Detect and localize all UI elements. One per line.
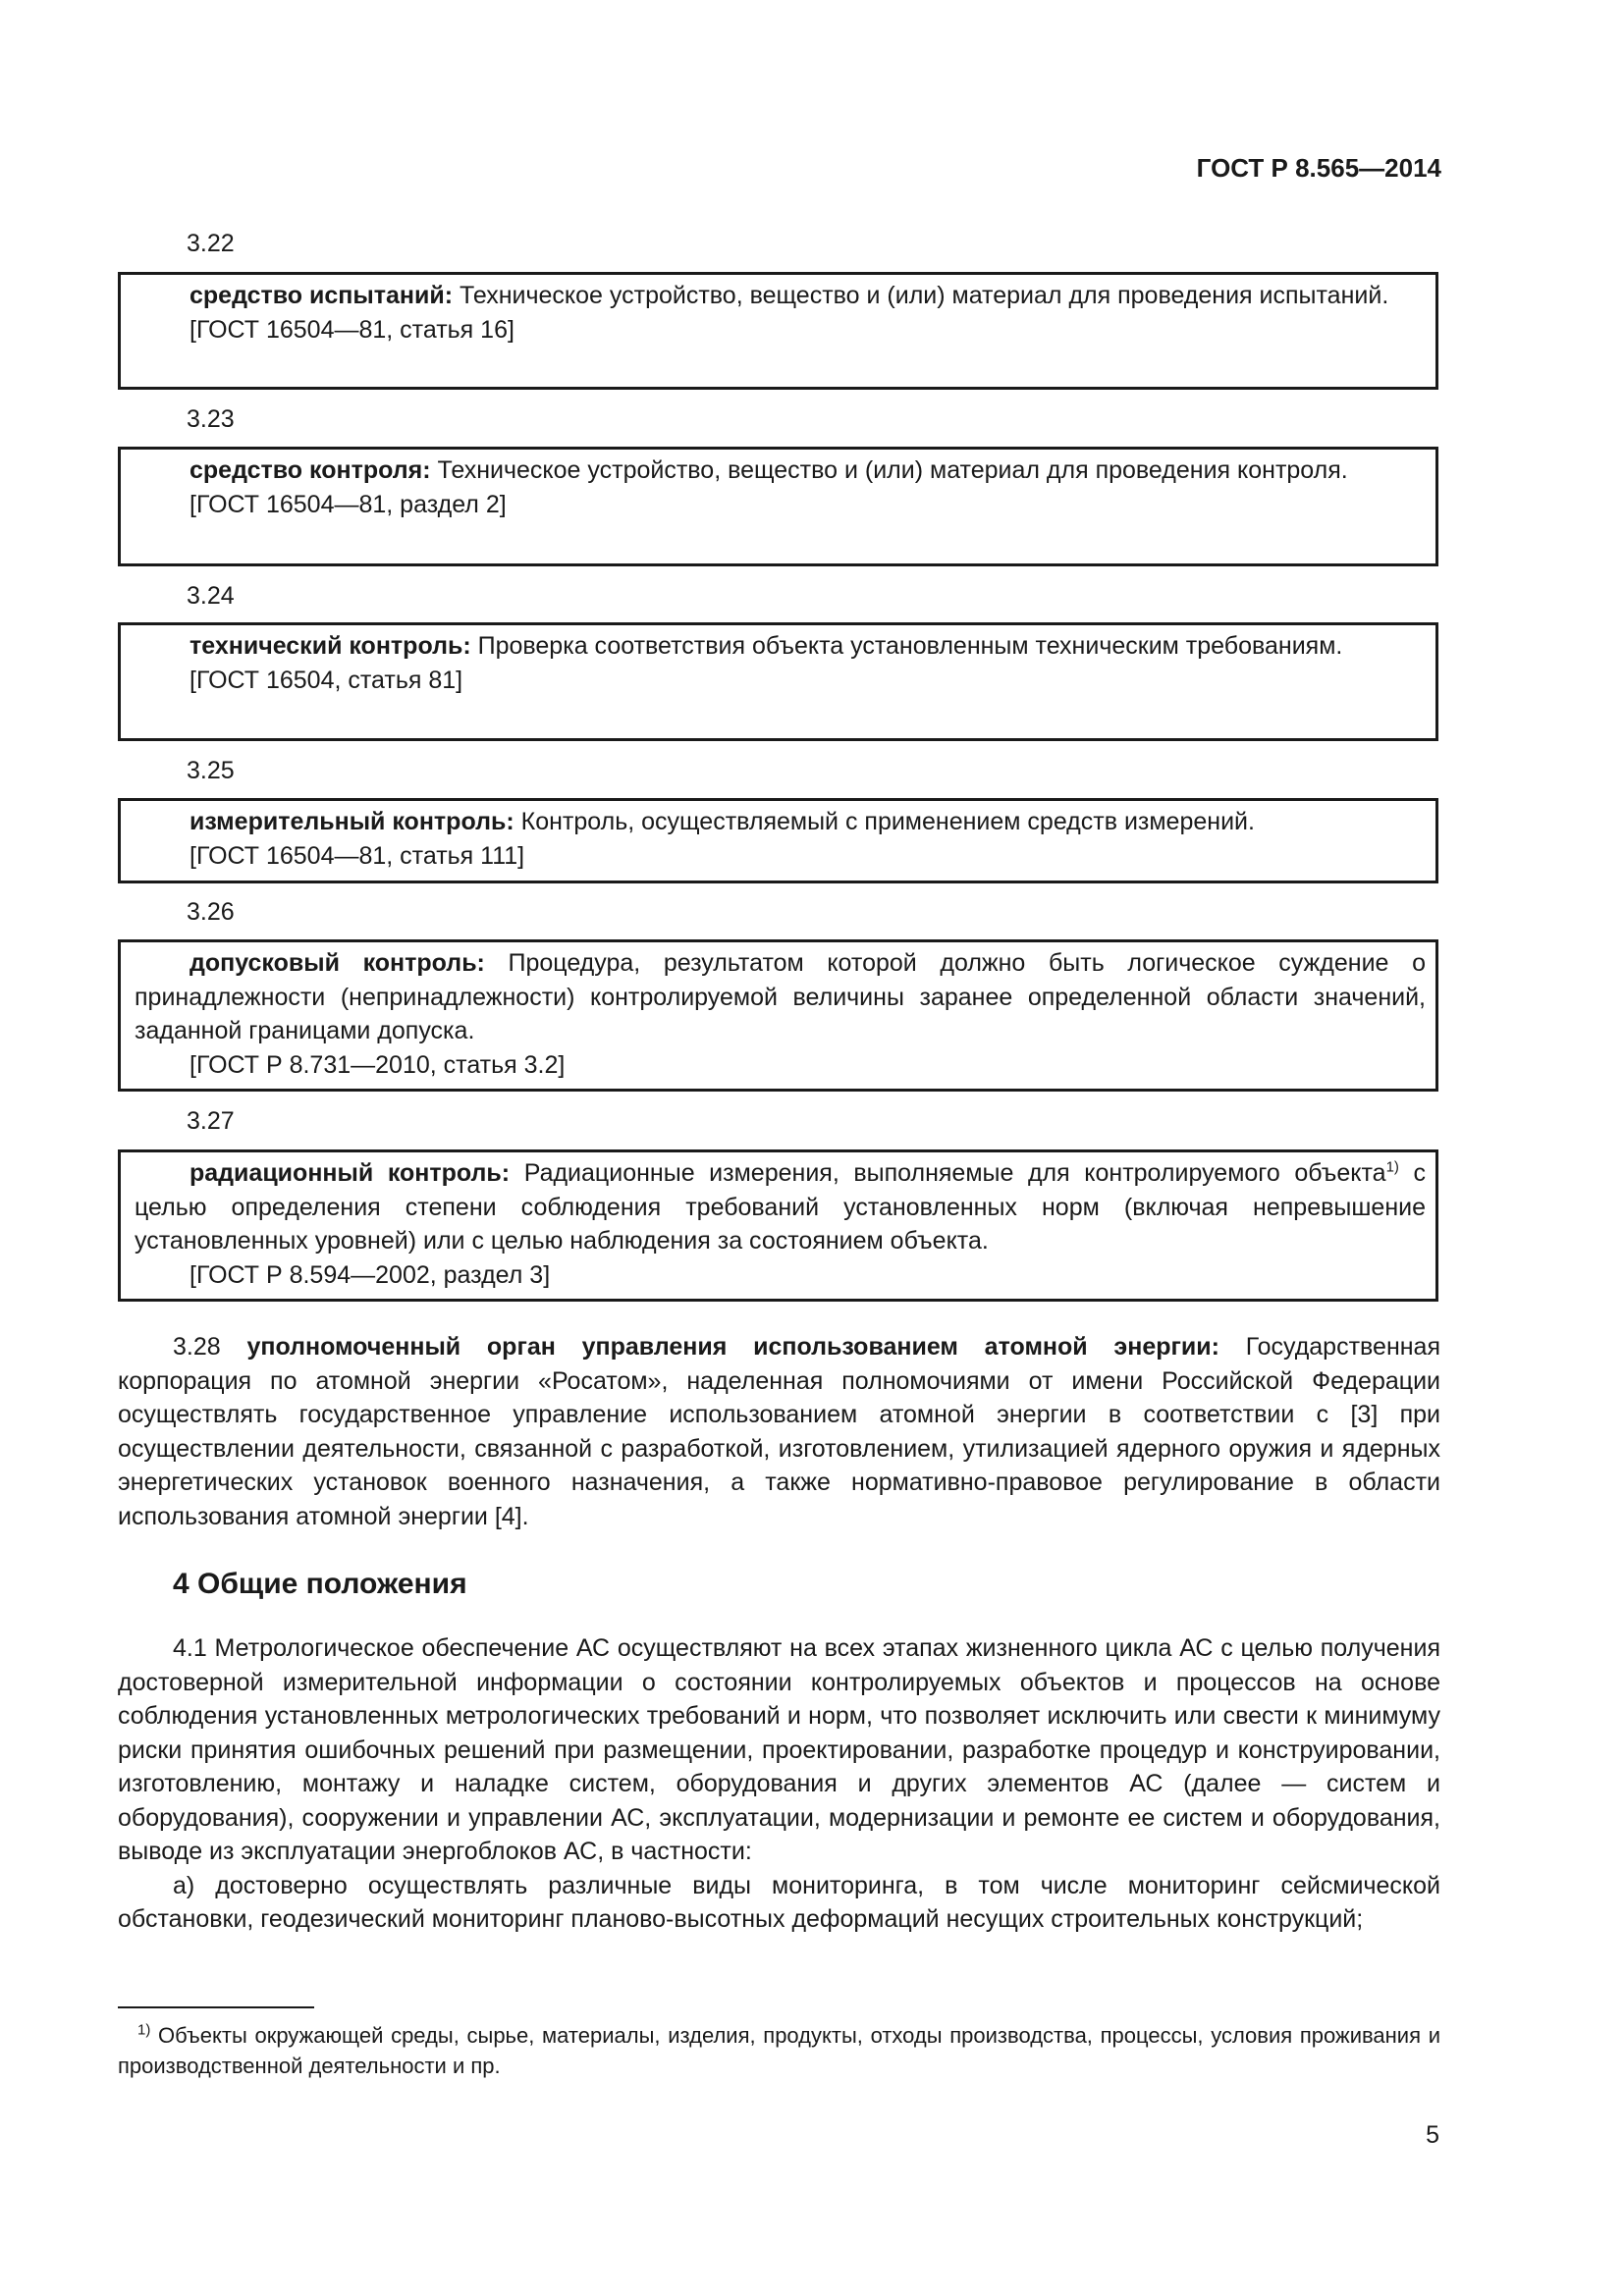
term-source: [ГОСТ 16504—81, статья 16] [189, 315, 514, 344]
term-title: радиационный контроль: [189, 1159, 511, 1187]
term-box [118, 939, 1438, 1092]
footnote-reference[interactable]: 1) [1385, 1158, 1399, 1176]
document-header: ГОСТ Р 8.565—2014 [1196, 153, 1441, 183]
term-title: допусковый контроль: [189, 949, 485, 977]
term-source: [ГОСТ Р 8.731—2010, статья 3.2] [189, 1050, 566, 1079]
term-number: 3.28 [173, 1333, 221, 1361]
list-item-a: а) достоверно осуществлять различные виды мониторинга, в том числе мониторинг сейсмической обстановки, геодезический мониторинг планово-высотных деформаций несущих строительных конструкций; [118, 1871, 1440, 1933]
term-definition: Радиационные измерения, выполняемые для контролируемого объекта [523, 1159, 1386, 1187]
term-number: 3.23 [187, 405, 235, 433]
term-box [118, 1149, 1438, 1302]
term-definition: Государственная корпорация по атомной энергии «Росатом», наделенная полномочиями от имени Российской Федерации осуществлять государственное управление использованием атомной энергии в соответствии с [3] при осуществлении деятельности, связанной с разработкой, изготовлением, утилизацией ядерного оружия и ядерных энергетических установок военного назначения, а также нормативно-правовое регулирование в области использования атомной энергии [4]. [118, 1333, 1440, 1530]
footnote-divider [118, 2006, 314, 2008]
term-title: средство испытаний: [189, 282, 454, 309]
term-definition: Техническое устройство, вещество и (или) материал для проведения контроля. [437, 456, 1348, 484]
term-box [118, 798, 1438, 883]
term-definition: Проверка соответствия объекта установленным техническим требованиям. [477, 632, 1343, 660]
term-source: [ГОСТ 16504—81, статья 111] [189, 841, 525, 870]
term-number: 3.27 [187, 1107, 235, 1135]
term-source: [ГОСТ 16504, статья 81] [189, 666, 463, 694]
term-definition-cont: с целью определения степени соблюдения требований установленных норм (включая непревышение установленных уровней) или с целью наблюдения за состоянием объекта. [135, 1159, 1426, 1255]
term-title: технический контроль: [189, 632, 471, 660]
term-title: уполномоченный орган управления использованием атомной энергии: [246, 1333, 1219, 1361]
section-heading: 4 Общие положения [173, 1568, 467, 1600]
page-number: 5 [1426, 2121, 1439, 2149]
term-source: [ГОСТ 16504—81, раздел 2] [189, 490, 507, 518]
term-title: средство контроля: [189, 456, 431, 484]
section-body [118, 1631, 1440, 1937]
footnote-text: Объекты окружающей среды, сырье, материалы, изделия, продукты, отходы производства, процессы, условия проживания и производственной деятельности и пр. [118, 2023, 1440, 2078]
term-number: 3.25 [187, 757, 235, 784]
term-box [118, 622, 1438, 741]
paragraph-4-1: 4.1 Метрологическое обеспечение АС осуществляют на всех этапах жизненного цикла АС с целью получения достоверной измерительной информации о состоянии контролируемых объектов и процессов на основе соблюдения установленных метрологических требований и норм, что позволяет исключить или свести к минимуму риски принятия ошибочных решений при размещении, проектировании, разработке процедур и конструировании, изготовлению, монтажу и наладке систем, оборудования и других элементов АС (далее — систем и оборудования), сооружении и управлении АС, эксплуатации, модернизации и ремонте ее систем и оборудования, выводе из эксплуатации энергоблоков АС, в частности: [118, 1634, 1440, 1865]
term-box [118, 272, 1438, 390]
term-definition: Контроль, осуществляемый с применением средств измерений. [520, 808, 1255, 835]
term-number: 3.26 [187, 898, 235, 926]
term-title: измерительный контроль: [189, 808, 514, 835]
term-definition: Техническое устройство, вещество и (или) материал для проведения испытаний. [460, 282, 1389, 309]
term-definition: Процедура, результатом которой должно быть логическое суждение о принадлежности (непринадлежности) контролируемой величины заранее определенной области значений, заданной границами допуска. [135, 949, 1426, 1044]
term-number: 3.24 [187, 582, 235, 610]
term-3-28 [118, 1330, 1440, 1533]
term-box [118, 447, 1438, 566]
term-source: [ГОСТ Р 8.594—2002, раздел 3] [189, 1260, 551, 1289]
term-number: 3.22 [187, 230, 235, 257]
footnote-marker: 1) [137, 2021, 151, 2039]
footnote [118, 2020, 1440, 2081]
